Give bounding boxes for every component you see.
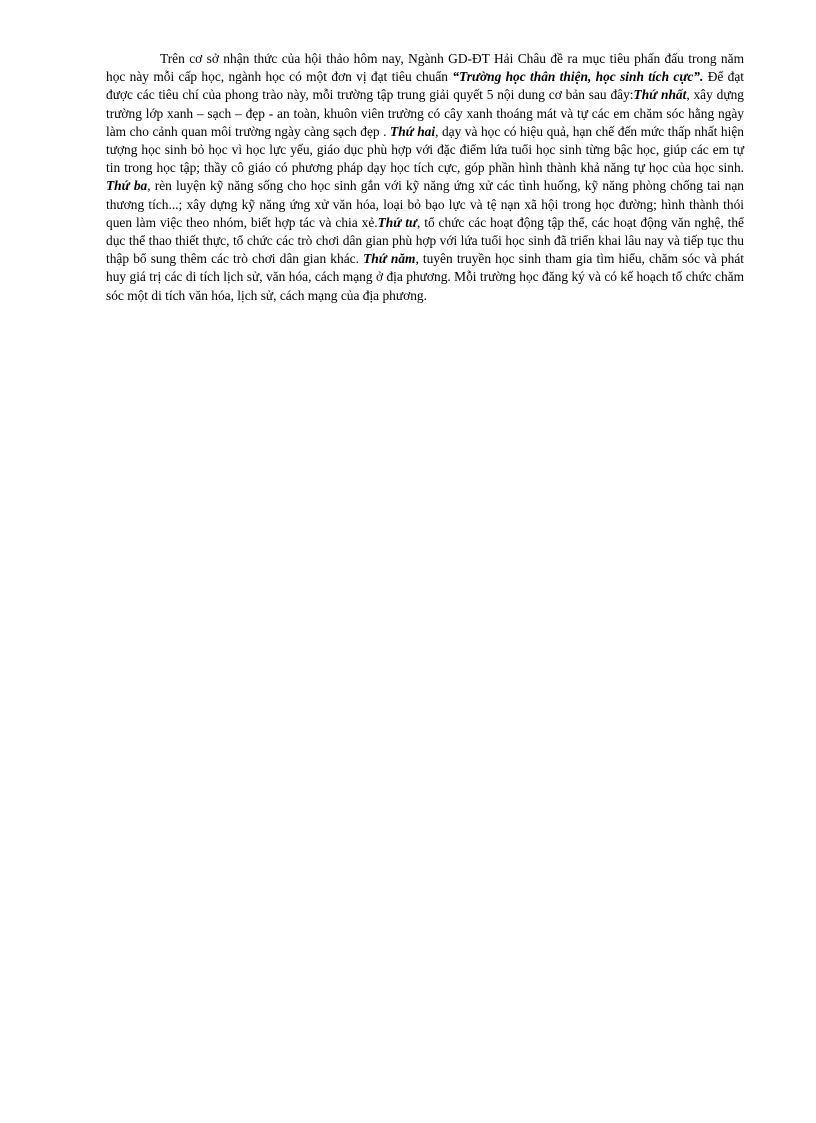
text-third: , rèn luyện kỹ năng sống cho học sinh gắn với kỹ năng ứng xử các tình huống, kỹ năng phòng chống tai nạn thương tích...; xây dựng kỹ năng ứng xử văn hóa, loại bỏ bạo lực và tệ nạn xã hội trong học đường; hình thành thói quen làm việc theo nhóm, biết hợp tác và chia xẻ. — [106, 178, 745, 230]
body-paragraph — [106, 50, 744, 305]
text-second: , dạy và học có hiệu quả, hạn chế đến mức thấp nhất hiện tượng học sinh bỏ học vì học lực yếu, giáo dục phù hợp với đặc điểm lứa tuổi học sinh từng bậc học, giúp các em tự tin trong học tập; thầy cô giáo có phương pháp dạy học tích cực, góp phần hình thành khả năng tự học của học sinh. — [106, 123, 744, 176]
text-criteria: Để đạt được các tiêu chí của phong trào này, mỗi trường tập trung giải quyết 5 nội dung cơ bản sau đây: — [106, 69, 745, 103]
text-first: , xây dựng trường lớp xanh – sạch – đẹp - an toàn, khuôn viên trường có cây xanh thoáng mát và tự các em chăm sóc hằng ngày làm cho cảnh quan môi trường ngày càng sạch đẹp . — [106, 87, 744, 139]
document-page — [106, 50, 744, 305]
heading-second: Thứ hai — [390, 123, 436, 139]
text-slogan: “Trường học thân thiện, học sinh tích cực”. — [452, 69, 704, 85]
text-fourth: , tổ chức các hoạt động tập thể, các hoạt động văn nghệ, thể dục thể thao thiết thực, tổ chức các trò chơi dân gian phù hợp với lứa tuổi học sinh đã triển khai lâu nay và tiếp tục thu thập bổ sung thêm các trò chơi dân gian khác. — [106, 214, 744, 267]
text-fifth: , tuyên truyền học sinh tham gia tìm hiểu, chăm sóc và phát huy giá trị các di tích lịch sử, văn hóa, cách mạng ở địa phương. Mỗi trường học đăng ký và có kế hoạch tổ chức chăm sóc một di tích văn hóa, lịch sử, cách mạng của địa phương. — [106, 251, 745, 303]
heading-first: Thứ nhất — [633, 87, 687, 103]
heading-fourth: Thứ tư — [377, 214, 417, 230]
heading-third: Thứ ba — [106, 178, 148, 194]
heading-fifth: Thứ năm — [363, 251, 416, 267]
text-intro: Trên cơ sở nhận thức của hội thảo hôm nay, Ngành GD-ĐT Hải Châu đề ra mục tiêu phấn đấu trong năm học này mỗi cấp học, ngành học có một đơn vị đạt tiêu chuẩn — [106, 51, 744, 85]
